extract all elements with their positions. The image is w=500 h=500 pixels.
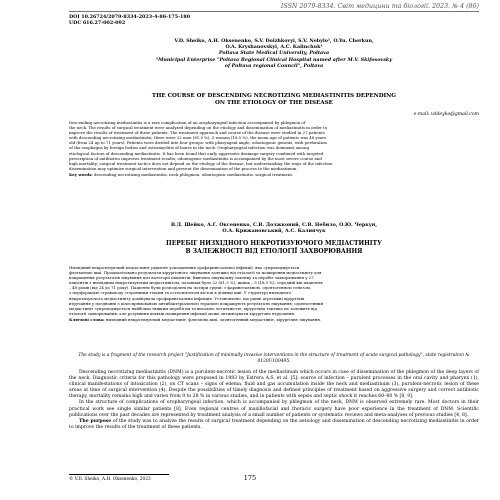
keywords-ua-label: Ключові слова:	[69, 317, 105, 322]
abstract-en-line: high mortality; surgical treatment tactics does not depend on the etiology of the disease, but understanding the ways of the infection	[69, 160, 333, 166]
abstract-ua-line: Низхідний некротизуючий медіастиніт рідкісне ускладнення орофарингеальної інфекції, яка супроводжується	[69, 265, 300, 270]
doi-line: DOI 10.26724/2079-8334-2023-4-86-175-180	[69, 14, 191, 20]
abstract-en-line: of the esophagus by foreign bodies and osteomyelitis of bones in the neck. Oropharyngeal infection was dominant among	[69, 145, 309, 151]
title-ua	[69, 240, 479, 255]
keywords-ua-text: низхідний некротизуючий медіастиніт, флегмона шиї, одонтогенний медіастиніт, хірургічне лікування.	[105, 317, 322, 322]
keywords-en-label: Key words:	[69, 172, 93, 177]
body-paragraph-3	[69, 419, 479, 431]
abstract-en-line: the neck. The results of surgical treatment were analyzed depending on the etiology and dissemination of mediastinitis in order to	[69, 125, 328, 131]
abstract-ua-line: втручання у поєднанні з цілеспрямованою антибактеріальною терапією покращують результати лікування; одонтогенний	[69, 300, 324, 306]
purpose-text: of the study was to analyze the results of surgical treatment depending on the aetiology and dissemination of descending necrotizing mediastinitis in order to improve the results of the treatment of these patients.	[69, 418, 479, 430]
abstract-ua-line: некротизуючого медіастиніту домінувала орофарингеальна інфекція. Установлено, що ранні агресивні хірургічні	[69, 295, 305, 301]
abstract-ua-line: медіастиніт супроводжується найбільш тяжким перебігом та високою летальністю; хірургічна тактика не залежить від	[69, 305, 317, 311]
abstract-ua-line: – 48 років (від 24 до 71 року). Пацієнти були розподілені на чотири групи: з фарингеальною, одонтогенною генезом,	[69, 285, 312, 291]
email: e-mail: vddeyko@gmail.com	[413, 112, 479, 117]
authors-en: V.D. Sheiko, A.H. Oksenenko, S.V. Dolzhkovyi, S.V. Nebylo¹, O.Yu. Cherkun,	[174, 38, 374, 44]
affiliation-3: of Poltava regional Council", Poltava	[224, 62, 324, 69]
title-en	[69, 93, 479, 107]
keywords-ua	[69, 317, 479, 322]
abstract-ua-line: з перфорацією стравоходу сторонніми тілами та остеомієлітом кісток в ділянці шиї. У структурі низхідного	[69, 290, 292, 296]
keywords-en-text: descending necrotizing mediastinitis, neck phlegmon, odontogenic mediastinitis, surgical treatment.	[93, 172, 294, 177]
affiliation-2: ¹Municipal Enterprise "Poltava Regional Clinical Hospital named after M.V. Skifosovsky	[155, 56, 393, 63]
udc-line: UDC 616.27-002-092	[69, 20, 126, 27]
ukrainian-author-block	[69, 222, 479, 235]
title-ua-line-1: ПЕРЕБІГ НИЗХІДНОГО НЕКРОТИЗУЮЧОГО МЕДІАСТИНІТУ	[166, 240, 382, 247]
authors-en-2: O.A. Kryshanovskyi, A.C. Kalinchuk¹	[225, 44, 323, 51]
journal-header: ISSN 2079-8334. Світ медицини та біології. 2023. № 4 (86)	[280, 3, 479, 10]
abstract-en-line: Descending necrotizing mediastinitis is a rare complication of an oropharyngeal infection accompanied by phlegmon of	[69, 120, 306, 125]
abstract-ua	[69, 265, 479, 316]
abstract-ua-line: флегмоною шиї. Проаналізовано результати хірургічного лікування залежно від етіології та поширення медіастиніту для	[69, 270, 322, 276]
purpose-label: The purpose	[79, 418, 112, 424]
funding-note: The study is a fragment of the research project "Justification of minimally invasive interventions in the structure of treatment of acute surgical pathology", state registration № 0120U100495.	[78, 353, 470, 364]
title-en-line-1: THE COURSE OF DESCENDING NECROTIZING MEDIASTINITIS DEPENDING	[151, 93, 397, 99]
abstract-en-line: prescription of antibiotics improves treatment results; odontogenic mediastinitis is accompanied by the most severe course and	[69, 155, 322, 161]
body-text	[69, 370, 479, 431]
abstract-ua-line: покращення результатів лікування цієї категорії пацієнтів. Вивчено лікувальну тактику та перебіг захворювання у 27	[69, 275, 314, 281]
english-author-block	[69, 38, 479, 69]
abstract-en	[69, 120, 479, 171]
abstract-ua-line: пацієнтів з низхідним некротизуючим медіастинітом, чоловіків було 22 (81,5 %), жінок – 5 (18,5 %), середній вік пацієнтів	[69, 280, 323, 286]
copyright: © V.D. Sheiko, A.H. Oksenenko, 2023	[69, 477, 151, 482]
header-rule	[69, 11, 479, 12]
title-en-line-2: ON THE ETIOLOGY OF THE DISEASE	[215, 100, 333, 107]
page-number: 175	[243, 474, 257, 482]
article-ids	[69, 14, 190, 27]
authors-ua-2: О.А. Крижановський, А.С. Калинчук	[222, 228, 326, 235]
abstract-en-line: dissemination may optimize surgical intervention and prevent the dissemination of the process to the mediastinum.	[69, 165, 298, 171]
body-paragraph-1: Descending necrotizing mediastinitis (DNM) is a purulent-necrotic lesion of the mediastinum which occurs in case of dissemination of the phlegmon of the deep layers of the neck. Diagnostic criteria for this pathology were proposed in 1983 by Estrera A.S. et al. [5]: source of infection – purulent processes in the oral cavity and pharynx (1), clinical manifestations of intoxication (2), on CT scans – signs of edema, fluid and gas accumulation inside the neck and mediastinum (3), purulent-necrotic lesion of these areas at time of surgical intervention (4). Despite the possibilities of timely diagnosis and defined principles of treatment based on aggressive surgery and correct antibiotic therapy, mortality remains high and varies from 9 to 28 % in various studies, and in patients with sepsis and septic shock it reaches 60–80 % [8, 9].	[69, 370, 479, 400]
keywords-en	[69, 172, 479, 177]
abstract-en-line: old (from 24 up to 71 years). Patients were divided into four groups: with pharyngeal angle, odontogenic genesis, with perforation	[69, 140, 327, 146]
authors-ua: В.Д. Шейко, А.Г. Оксененко, С.В. Должковий, С.В. Небило, О.Ю. Черкун,	[171, 222, 377, 228]
abstract-en-line: etiological factors of descending mediastinitis. It has been found that early aggressive drainage surgery combined with targeted	[69, 150, 324, 156]
affiliation-1: Poltava State Medical University, Poltava	[218, 50, 330, 57]
abstract-ua-line: етіології захворювання, але розуміння шляхів поширення інфекції може оптимізувати хірургічне втручання.	[69, 310, 296, 316]
body-paragraph-2: In the structure of complications of oropharyngeal infection, which is accompanied by phlegmon of the neck, DNM is observed extremely rare. Most doctors in their practical work see single similar patients [8]. Even regional centres of maxillofacial and thoracic surgery have poor experience in the treatment of DNM. Scientific publications over the past decades are represented by treatment analysis of a small number of patients or systematic reviews and meta-analyses of previous studies [4, 8].	[69, 400, 479, 418]
abstract-en-line: improve the results of treatment of these patients. The treatment approach and course of the disease were studied in 27 patients	[69, 130, 325, 136]
abstract-en-line: with descending necrotizing mediastinitis, there were 22 men (81.5 %), 5 women (18.5 %), the mean age of patients was 48 years	[69, 135, 327, 141]
title-ua-line-2: В ЗАЛЕЖНОСТІ ВІД ЕТІОЛОГІЇ ЗАХВОРЮВАННЯ	[185, 247, 363, 255]
